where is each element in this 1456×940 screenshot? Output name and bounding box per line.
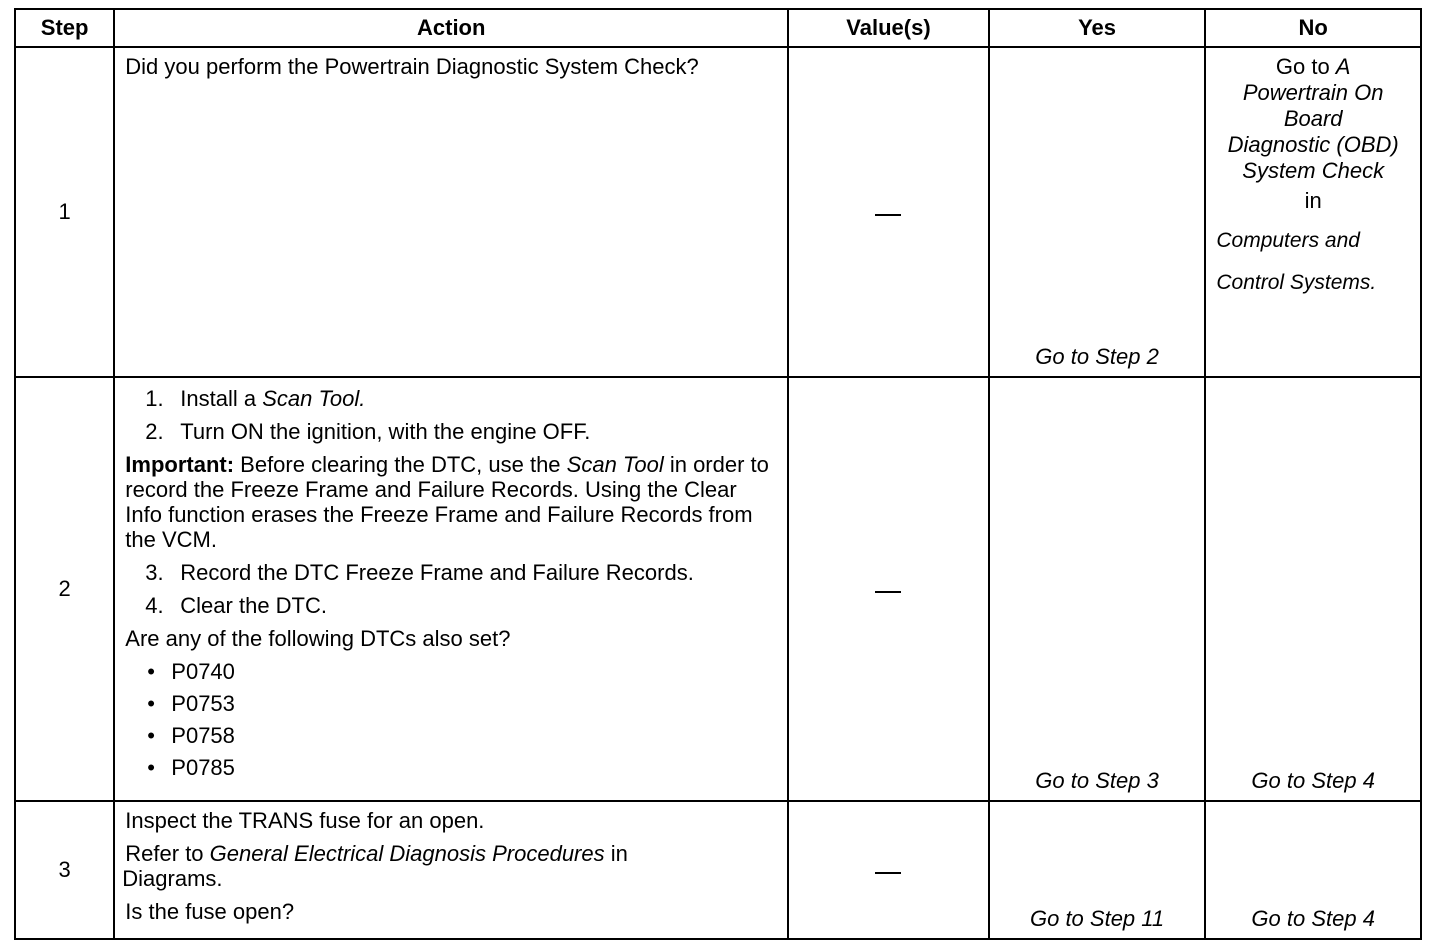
no-line: Powertrain On (1242, 80, 1384, 105)
step-number: 2 (15, 377, 114, 801)
no-in: in (1304, 188, 1322, 213)
no-line: Board (1283, 106, 1343, 131)
dtc-item: • P0785 (147, 755, 235, 780)
yes-goto: Go to Step 11 (1029, 906, 1165, 931)
header-values: Value(s) (788, 9, 989, 47)
no-goto: Go to Step 4 (1251, 906, 1375, 931)
diagnostic-table (14, 8, 1422, 940)
value-cell (788, 47, 989, 377)
substep: 2. Turn ON the ignition, with the engine OFF. (145, 419, 591, 444)
value-dash (875, 872, 901, 874)
no-cell (1205, 801, 1421, 939)
table-row (15, 377, 1421, 801)
header-row (15, 9, 1421, 47)
dtc-item: • P0740 (147, 659, 235, 684)
no-ref-1: Computers and (1216, 229, 1360, 252)
header-yes: Yes (989, 9, 1206, 47)
substep: 1. Install a Scan Tool. (145, 386, 366, 411)
yes-goto: Go to Step 3 (1035, 768, 1159, 793)
action-cell (114, 801, 788, 939)
no-line: Diagnostic (OBD) (1227, 132, 1399, 157)
value-dash (875, 591, 901, 593)
header-step: Step (15, 9, 114, 47)
action-cell (114, 47, 788, 377)
action-line: Diagrams. (122, 866, 223, 891)
dtc-item: • P0758 (147, 723, 235, 748)
action-question: Did you perform the Powertrain Diagnostic System Check? (125, 54, 699, 79)
yes-goto: Go to Step 2 (1035, 344, 1159, 369)
yes-cell (989, 377, 1206, 801)
action-line: Refer to General Electrical Diagnosis Procedures in (125, 841, 628, 866)
action-question: Are any of the following DTCs also set? (125, 626, 511, 651)
action-question: Is the fuse open? (125, 899, 295, 924)
no-cell (1205, 377, 1421, 801)
value-cell (788, 377, 989, 801)
no-lead-line (1206, 54, 1420, 80)
step-number: 1 (15, 47, 114, 377)
step-number: 3 (15, 801, 114, 939)
yes-cell (989, 801, 1206, 939)
dtc-item: • P0753 (147, 691, 235, 716)
action-line: Inspect the TRANS fuse for an open. (125, 808, 485, 833)
no-ref-2: Control Systems. (1216, 271, 1377, 294)
table-row (15, 47, 1421, 377)
substep: 4. Clear the DTC. (145, 593, 327, 618)
substep: 3. Record the DTC Freeze Frame and Failure Records. (145, 560, 694, 585)
yes-cell (989, 47, 1206, 377)
no-goto: Go to Step 4 (1251, 768, 1375, 793)
header-action: Action (114, 9, 788, 47)
no-lead: Go to (1275, 54, 1336, 79)
header-no: No (1205, 9, 1421, 47)
no-line: System Check (1242, 158, 1385, 183)
no-cell (1205, 47, 1421, 377)
value-cell (788, 801, 989, 939)
important-note: Important: Before clearing the DTC, use the Scan Tool in order to record the Freeze Frame and Failure Records. Using the Clear Info function erases the Freeze Frame and Failure Records from the VCM. (125, 452, 769, 552)
value-dash (875, 214, 901, 216)
table-row (15, 801, 1421, 939)
action-cell (114, 377, 788, 801)
no-lead-italic: A (1335, 54, 1351, 79)
